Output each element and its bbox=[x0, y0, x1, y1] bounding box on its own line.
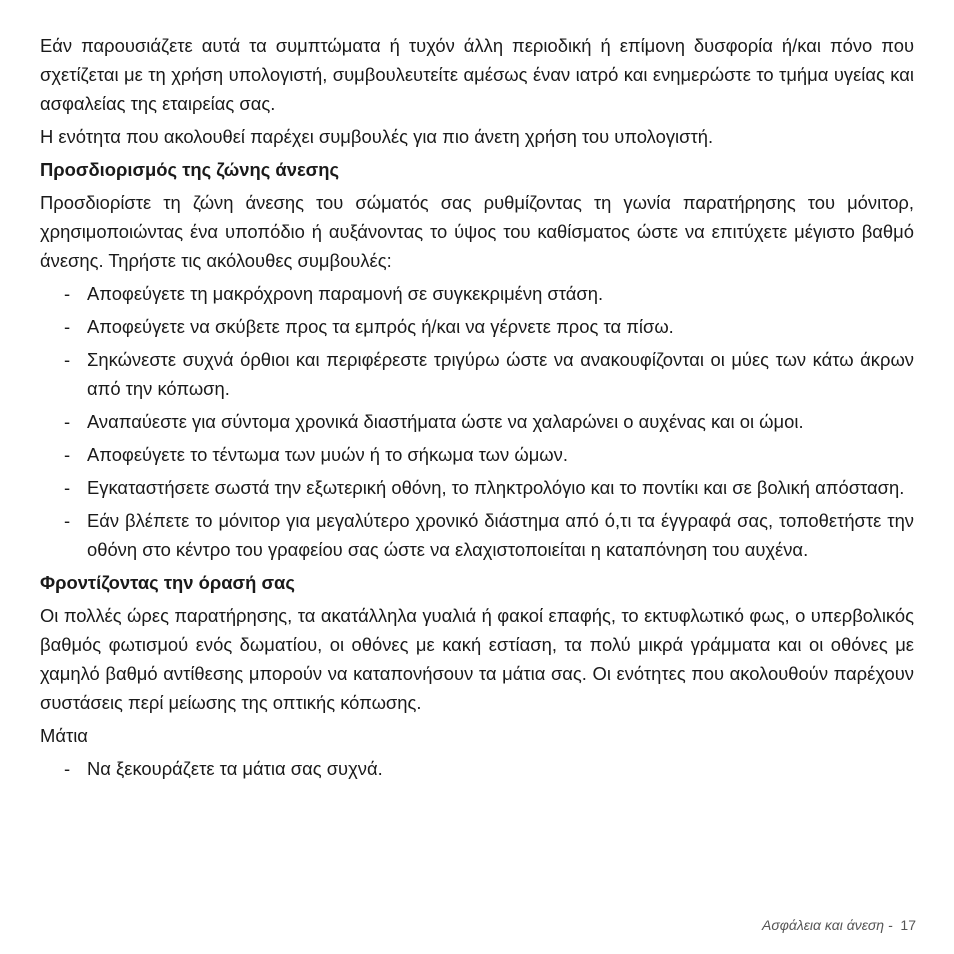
vision-care-heading: Φροντίζοντας την όρασή σας bbox=[40, 572, 295, 593]
list-item-text: Εγκαταστήσετε σωστά την εξωτερική οθόνη, το πληκτρολόγιο και το ποντίκι και σε βολική απόσταση. bbox=[87, 477, 905, 498]
dash-marker: - bbox=[64, 316, 71, 337]
list-item bbox=[40, 506, 914, 564]
list-item-text: Εάν βλέπετε το μόνιτορ για μεγαλύτερο χρονικό διάστημα από ό,τι τα έγγραφά σας, τοποθετήστε την οθόνη στο κέντρο του γραφείου σας ώστε να ελαχιστοποιείται η καταπόνηση του αυχένα. bbox=[87, 510, 914, 560]
dash-marker: - bbox=[64, 477, 71, 498]
dash-marker: - bbox=[64, 349, 71, 370]
list-item-text: Σηκώνεστε συχνά όρθιοι και περιφέρεστε τριγύρω ώστε να ανακουφίζονται οι μύες των κάτω άκρων από την κόπωση. bbox=[87, 349, 914, 399]
dash-marker: - bbox=[64, 283, 71, 304]
page-number: 17 bbox=[900, 917, 916, 933]
dash-marker: - bbox=[64, 758, 71, 779]
dash-marker: - bbox=[64, 444, 71, 465]
list-item-text: Αποφεύγετε τη μακρόχρονη παραμονή σε συγκεκριμένη στάση. bbox=[87, 283, 604, 304]
list-item-text: Αποφεύγετε να σκύβετε προς τα εμπρός ή/και να γέρνετε προς τα πίσω. bbox=[87, 316, 674, 337]
list-item-text: Αναπαύεστε για σύντομα χρονικά διαστήματα ώστε να χαλαρώνει ο αυχένας και οι ώμοι. bbox=[87, 411, 804, 432]
dash-marker: - bbox=[64, 411, 71, 432]
list-item bbox=[40, 440, 914, 469]
vision-care-intro: Οι πολλές ώρες παρατήρησης, τα ακατάλληλα γυαλιά ή φακοί επαφής, το εκτυφλωτικό φως, ο υπερβολικός βαθμός φωτισμού ενός δωματίου, οι οθόνες με κακή εστίαση, τα πολύ μικρά γράμματα και οι οθόνες με χαμηλό βαθμό αντίθεσης μπορούν να καταπονήσουν τα μάτια σας. Οι ενότητες που ακολουθούν παρέχουν συστάσεις περί μείωσης της οπτικής κόπωσης. bbox=[40, 605, 914, 713]
eye-tips-list bbox=[40, 754, 914, 783]
eyes-subheading: Μάτια bbox=[40, 725, 88, 746]
footer-section-title: Ασφάλεια και άνεση - bbox=[761, 917, 893, 933]
list-item-text: Αποφεύγετε το τέντωμα των μυών ή το σήκωμα των ώμων. bbox=[87, 444, 568, 465]
list-item bbox=[40, 345, 914, 403]
comfort-zone-heading: Προσδιορισμός της ζώνης άνεσης bbox=[40, 159, 340, 180]
page-footer bbox=[762, 915, 916, 935]
dash-marker: - bbox=[64, 510, 71, 531]
list-item bbox=[40, 279, 914, 308]
list-item-text: Να ξεκουράζετε τα μάτια σας συχνά. bbox=[87, 758, 383, 779]
intro-paragraph-2: Η ενότητα που ακολουθεί παρέχει συμβουλές για πιο άνετη χρήση του υπολογιστή. bbox=[40, 126, 714, 147]
document-page bbox=[40, 31, 914, 787]
comfort-zone-intro: Προσδιορίστε τη ζώνη άνεσης του σώματός σας ρυθμίζοντας τη γωνία παρατήρησης του μόνιτορ, χρησιμοποιώντας ένα υποπόδιο ή αυξάνοντας το ύψος του καθίσματος ώστε να επιτύχετε μέγιστο βαθμό άνεσης. Τηρήστε τις ακόλουθες συμβουλές: bbox=[40, 192, 914, 271]
comfort-tips-list bbox=[40, 279, 914, 564]
intro-paragraph-1: Εάν παρουσιάζετε αυτά τα συμπτώματα ή τυχόν άλλη περιοδική ή επίμονη δυσφορία ή/και πόνο που σχετίζεται με τη χρήση υπολογιστή, συμβουλευτείτε αμέσως έναν ιατρό και ενημερώστε το τμήμα υγείας και ασφαλείας της εταιρείας σας. bbox=[40, 35, 914, 114]
list-item bbox=[40, 407, 914, 436]
list-item bbox=[40, 754, 914, 783]
list-item bbox=[40, 473, 914, 502]
list-item bbox=[40, 312, 914, 341]
